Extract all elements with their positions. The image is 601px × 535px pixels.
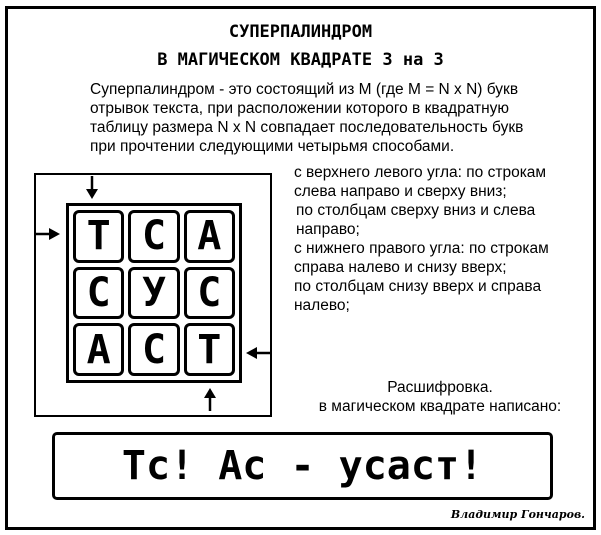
intro-text <box>90 80 590 156</box>
intro-line: Суперпалиндром - это состоящий из М (где М = N x N) букв <box>90 81 519 98</box>
intro-line: таблицу размера N x N совпадает последовательность букв <box>90 119 524 136</box>
grid-cell: Т <box>184 323 235 376</box>
rule-line: с нижнего правого угла: по строкам <box>294 240 549 257</box>
reading-rules <box>294 163 594 315</box>
rule-line: с верхнего левого угла: по строкам <box>294 164 547 181</box>
grid-cell: У <box>128 267 179 320</box>
arrow-up-icon <box>202 387 218 411</box>
grid-cell: С <box>128 210 179 263</box>
rule-line: направо; <box>296 221 360 238</box>
rule-line: справа налево и снизу вверх; <box>294 259 507 276</box>
magic-square-grid <box>66 203 242 383</box>
grid-cell: С <box>128 323 179 376</box>
rule-line: по столбцам снизу вверх и справа <box>294 278 542 295</box>
decoding-heading: Расшифровка. <box>387 379 493 396</box>
arrow-left-icon <box>245 345 271 361</box>
decoding-subheading: в магическом квадрате написано: <box>318 398 562 415</box>
grid-cell: А <box>73 323 124 376</box>
title-line-2: В МАГИЧЕСКОМ КВАДРАТЕ 3 на 3 <box>157 50 444 70</box>
intro-line: отрывок текста, при расположении которого в квадратную <box>90 100 510 117</box>
grid-cell: А <box>184 210 235 263</box>
arrow-down-icon <box>84 176 100 200</box>
rule-line: по столбцам сверху вниз и слева <box>296 202 536 219</box>
grid-cell: С <box>73 267 124 320</box>
author-signature: Владимир Гончаров. <box>450 508 585 521</box>
arrow-right-icon <box>36 226 62 242</box>
title-line-1: СУПЕРПАЛИНДРОМ <box>228 22 373 42</box>
answer-phrase: Тс! Ас - усаст! <box>52 432 553 500</box>
grid-cell: С <box>184 267 235 320</box>
grid-cell: Т <box>73 210 124 263</box>
intro-line: при прочтении следующими четырьмя способами. <box>90 138 455 155</box>
decoding-caption <box>280 378 600 416</box>
rule-line: слева направо и сверху вниз; <box>294 183 507 200</box>
rule-line: налево; <box>294 297 350 314</box>
